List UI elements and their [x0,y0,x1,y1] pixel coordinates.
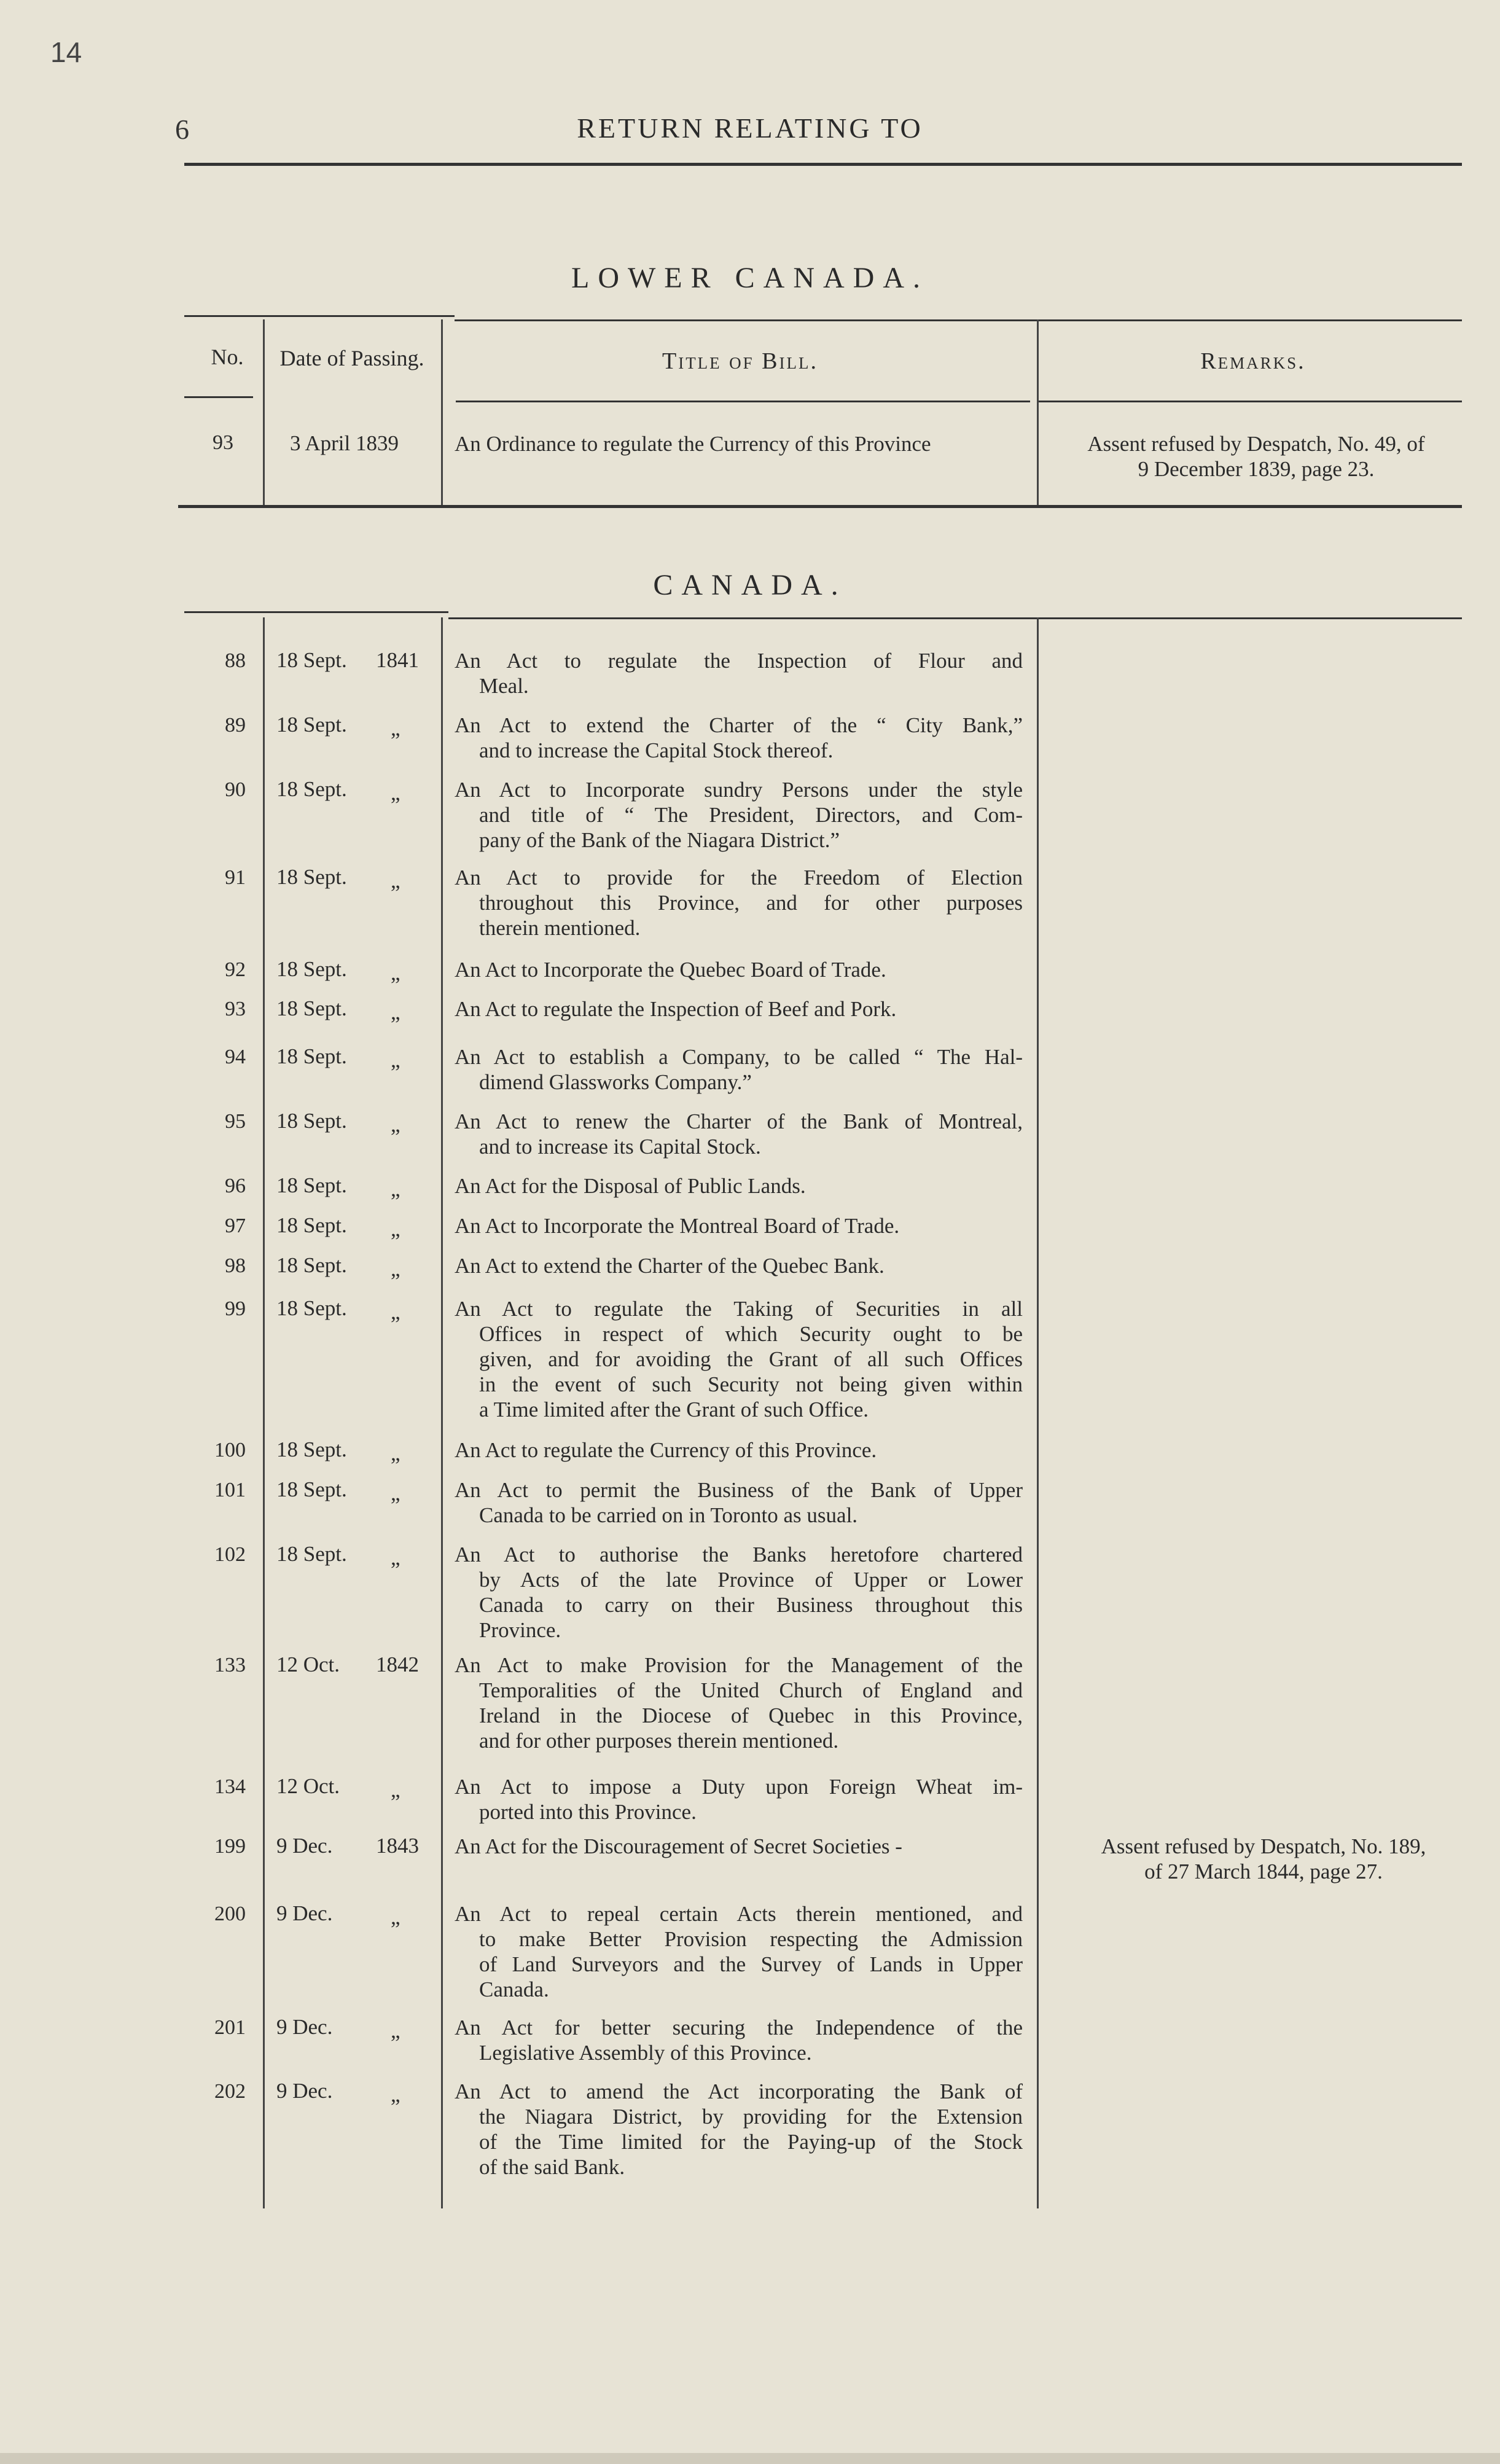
canada-row-ditto-mark: „ [391,1217,400,1241]
canada-row-date: 12 Oct. [276,1652,340,1676]
canada-row-title-line: ported into this Province. [479,1800,697,1824]
canada-row-no: 95 [225,1110,246,1133]
header-under-rule-no [184,396,253,398]
canada-top-rule-2 [448,617,1462,619]
header-under-rule-remarks [1039,401,1462,402]
canada-row-title-line: An Act to regulate the Currency of this Province. [455,1438,877,1462]
canada-row-title-line: An Act to repeal certain Acts therein mentioned, and [455,1902,1023,1926]
canada-row-date: 18 Sept. [276,996,347,1020]
canada-row-date: 18 Sept. [276,1542,347,1566]
canada-row-date: 18 Sept. [276,648,347,672]
canada-row-title-line: pany of the Bank of the Niagara District.” [479,828,840,852]
canada-row-date: 9 Dec. [276,1834,333,1858]
lower-canada-row-title: An Ordinance to regulate the Currency of this Province [455,432,931,456]
canada-row-no: 93 [225,998,246,1020]
canada-row-no: 102 [214,1543,246,1566]
canada-row-date: 18 Sept. [276,777,347,801]
canada-row-date: 18 Sept. [276,1296,347,1320]
canada-row-title-line: An Act to regulate the Inspection of Beef and Pork. [455,997,897,1021]
canada-row-ditto-mark: „ [391,961,400,985]
canada-row-title-line: Offices in respect of which Security ought to be [479,1322,1023,1346]
canada-row-title-line: therein mentioned. [479,916,641,940]
canada-row-title-line: Province. [479,1618,561,1642]
canada-row-no: 97 [225,1214,246,1237]
canada-row-title-line: An Act for the Discouragement of Secret Societies - [455,1834,902,1858]
canada-row-title [455,2015,1023,2065]
canada-row-date: 18 Sept. [276,1213,347,1237]
folio-page-number: 6 [175,114,189,145]
column-header-remarks: Remarks. [1200,348,1306,374]
canada-row-title-line: Canada. [479,1977,549,2001]
lower-canada-top-rule-2 [455,319,1462,321]
canada-row-date: 18 Sept. [276,1044,347,1068]
running-head: RETURN RELATING TO [577,112,923,144]
canada-row-title-line: a Time limited after the Grant of such Office. [479,1398,869,1422]
canada-row-remarks-line: of 27 March 1844, page 27. [1144,1860,1383,1883]
canada-row-no: 96 [225,1175,246,1197]
canada-row-title-line: and title of “ The President, Directors, and Com- [479,803,1023,827]
canada-row-title [455,1774,1023,1825]
canada-row-title-line: and to increase its Capital Stock. [479,1135,761,1159]
canada-row-ditto-mark: „ [391,1441,400,1465]
canada-row-date: 18 Sept. [276,865,347,889]
canada-row-title [455,996,1023,1022]
canada-row-date: 9 Dec. [276,1901,333,1925]
canada-row-ditto-mark: „ [391,1905,400,1929]
canada-row-title-line: by Acts of the late Province of Upper or Lower [479,1568,1023,1592]
canada-row-no: 199 [214,1835,246,1858]
canada-row-title-line: An Act to extend the Charter of the “ City Bank,” [455,713,1023,737]
canada-row-title-line: in the event of such Security not being given within [479,1372,1023,1396]
scan-page-number: 14 [50,36,82,68]
canada-row-no: 99 [225,1297,246,1320]
canada-heading: CANADA. [653,569,847,601]
canada-row-title-line: An Act to authorise the Banks heretofore chartered [455,1543,1023,1566]
lower-canada-col-divider-3 [1037,319,1039,505]
canada-row-title-line: dimend Glassworks Company.” [479,1070,752,1094]
canada-row-date: 18 Sept. [276,1477,347,1501]
lower-canada-row-date: 3 April 1839 [290,431,399,455]
canada-row-date: 18 Sept. [276,1253,347,1277]
canada-row-title [455,1213,1023,1238]
canada-row-no: 133 [214,1654,246,1676]
canada-row-no: 98 [225,1254,246,1277]
lower-canada-heading: LOWER CANADA. [571,262,929,294]
lower-canada-remarks-line-1: Assent refused by Despatch, No. 49, of [1087,432,1425,456]
scan-bottom-edge [0,2453,1500,2464]
lower-canada-row-remarks [1044,431,1468,482]
canada-row-title [455,865,1023,941]
canada-row-year: 1842 [376,1652,419,1676]
canada-row-no: 90 [225,778,246,801]
canada-row-title-line: Canada to carry on their Business throughout this [479,1593,1023,1617]
canada-row-title [455,1477,1023,1528]
canada-row-title-line: given, and for avoiding the Grant of all such Offices [479,1347,1023,1371]
canada-row-date: 18 Sept. [276,1437,347,1461]
canada-row-title-line: Meal. [479,674,529,698]
canada-row-title-line: of the said Bank. [479,2155,625,2179]
canada-row-ditto-mark: „ [391,2019,400,2043]
canada-row-no: 202 [214,2080,246,2103]
canada-row-ditto-mark: „ [391,1048,400,1072]
canada-col-divider-2 [441,617,443,2208]
canada-row-title [455,2079,1023,2180]
canada-row-title [455,1437,1023,1463]
canada-row-ditto-mark: „ [391,1113,400,1136]
canada-row-no: 201 [214,2016,246,2039]
canada-row-ditto-mark: „ [391,1481,400,1505]
canada-row-no: 88 [225,649,246,672]
lower-canada-col-divider-2 [441,319,443,505]
canada-row-title [455,1834,1023,1859]
canada-row-title-line: An Act for the Disposal of Public Lands. [455,1174,806,1198]
canada-row-title [455,1652,1023,1753]
lower-canada-bottom-rule [178,505,1462,508]
canada-row-date: 18 Sept. [276,957,347,981]
column-header-date: Date of Passing. [279,346,424,370]
canada-row-ditto-mark: „ [391,1778,400,1802]
canada-row-title-line: Temporalities of the United Church of England and [479,1678,1023,1702]
column-header-no: No. [211,345,244,369]
canada-row-title-line: Ireland in the Diocese of Quebec in this Province, [479,1703,1023,1727]
canada-row-no: 101 [214,1479,246,1501]
canada-row-year: 1841 [376,648,419,672]
canada-row-title [455,777,1023,853]
canada-row-date: 18 Sept. [276,1173,347,1197]
canada-row-title-line: Canada to be carried on in Toronto as usual. [479,1503,858,1527]
canada-row-date: 18 Sept. [276,713,347,737]
canada-row-ditto-mark: „ [391,1257,400,1281]
canada-row-title-line: of the Time limited for the Paying-up of the Stock [479,2130,1023,2154]
canada-row-title-line: An Act to establish a Company, to be called “ The Hal- [455,1045,1023,1069]
canada-row-title-line: throughout this Province, and for other purposes [479,891,1023,915]
canada-row-title-line: An Act to renew the Charter of the Bank of Montreal, [455,1109,1023,1133]
canada-row-date: 18 Sept. [276,1109,347,1133]
canada-row-title-line: An Act to amend the Act incorporating the Bank of [455,2079,1023,2103]
canada-row-title-line: to make Better Provision respecting the Admission [479,1927,1023,1951]
canada-row-ditto-mark: „ [391,1000,400,1024]
canada-row-title-line: of Land Surveyors and the Survey of Lands in Upper [479,1952,1023,1976]
canada-row-title [455,713,1023,763]
canada-row-title-line: An Act to impose a Duty upon Foreign Wheat im- [455,1775,1023,1799]
canada-row-no: 134 [214,1775,246,1798]
canada-row-title [455,1173,1023,1199]
canada-row-title-line: An Act to extend the Charter of the Quebec Bank. [455,1254,885,1278]
canada-row-title [455,1044,1023,1095]
canada-col-divider-3 [1037,617,1039,2208]
canada-row-title-line: An Act for better securing the Independence of the [455,2016,1023,2040]
canada-row-ditto-mark: „ [391,781,400,805]
canada-row-title [455,957,1023,982]
canada-row-title-line: An Act to make Provision for the Management of the [455,1653,1023,1677]
canada-row-ditto-mark: „ [391,2083,400,2106]
canada-row-title-line: and for other purposes therein mentioned. [479,1729,839,1753]
header-under-rule-title [456,401,1030,402]
canada-row-date: 9 Dec. [276,2079,333,2103]
canada-row-title-line: An Act to regulate the Inspection of Flour and [455,649,1023,673]
canada-row-title-line: An Act to permit the Business of the Bank of Upper [455,1478,1023,1502]
canada-row-no: 100 [214,1439,246,1461]
canada-row-date: 9 Dec. [276,2015,333,2039]
canada-row-title [455,1253,1023,1278]
canada-row-no: 89 [225,714,246,737]
canada-row-title [455,1901,1023,2002]
canada-row-year: 1843 [376,1834,419,1858]
head-rule [184,163,1462,166]
canada-row-title-line: and to increase the Capital Stock thereof. [479,738,834,762]
canada-row-title [455,1109,1023,1159]
canada-row-ditto-mark: „ [391,1300,400,1324]
canada-row-date: 12 Oct. [276,1774,340,1798]
lower-canada-remarks-line-2: 9 December 1839, page 23. [1138,457,1375,481]
canada-row-no: 200 [214,1903,246,1925]
canada-row-title-line: An Act to regulate the Taking of Securities in all [455,1297,1023,1321]
canada-row-title [455,648,1023,698]
canada-row-title-line: An Act to Incorporate the Montreal Board of Trade. [455,1214,900,1238]
canada-row-title [455,1296,1023,1422]
lower-canada-row-no: 93 [213,431,233,454]
lower-canada-top-rule [184,315,455,317]
canada-row-title-line: An Act to Incorporate sundry Persons under the style [455,778,1023,802]
column-header-title: Title of Bill. [662,348,819,374]
canada-row-no: 94 [225,1046,246,1068]
canada-row-ditto-mark: „ [391,716,400,740]
canada-row-ditto-mark: „ [391,1177,400,1201]
canada-row-title-line: An Act to provide for the Freedom of Election [455,866,1023,890]
canada-row-title [455,1542,1023,1643]
canada-row-title-line: An Act to Incorporate the Quebec Board of Trade. [455,958,886,982]
lower-canada-col-divider-1 [263,319,265,505]
canada-row-ditto-mark: „ [391,869,400,893]
canada-row-no: 92 [225,958,246,981]
canada-row-title-line: the Niagara District, by providing for the Extension [479,2105,1023,2129]
canada-row-no: 91 [225,866,246,889]
canada-top-rule [184,611,448,613]
canada-col-divider-1 [263,617,265,2208]
canada-row-title-line: Legislative Assembly of this Province. [479,2041,812,2065]
canada-row-remarks-line: Assent refused by Despatch, No. 189, [1101,1834,1426,1858]
canada-row-remarks [1052,1834,1475,1884]
canada-row-ditto-mark: „ [391,1546,400,1570]
